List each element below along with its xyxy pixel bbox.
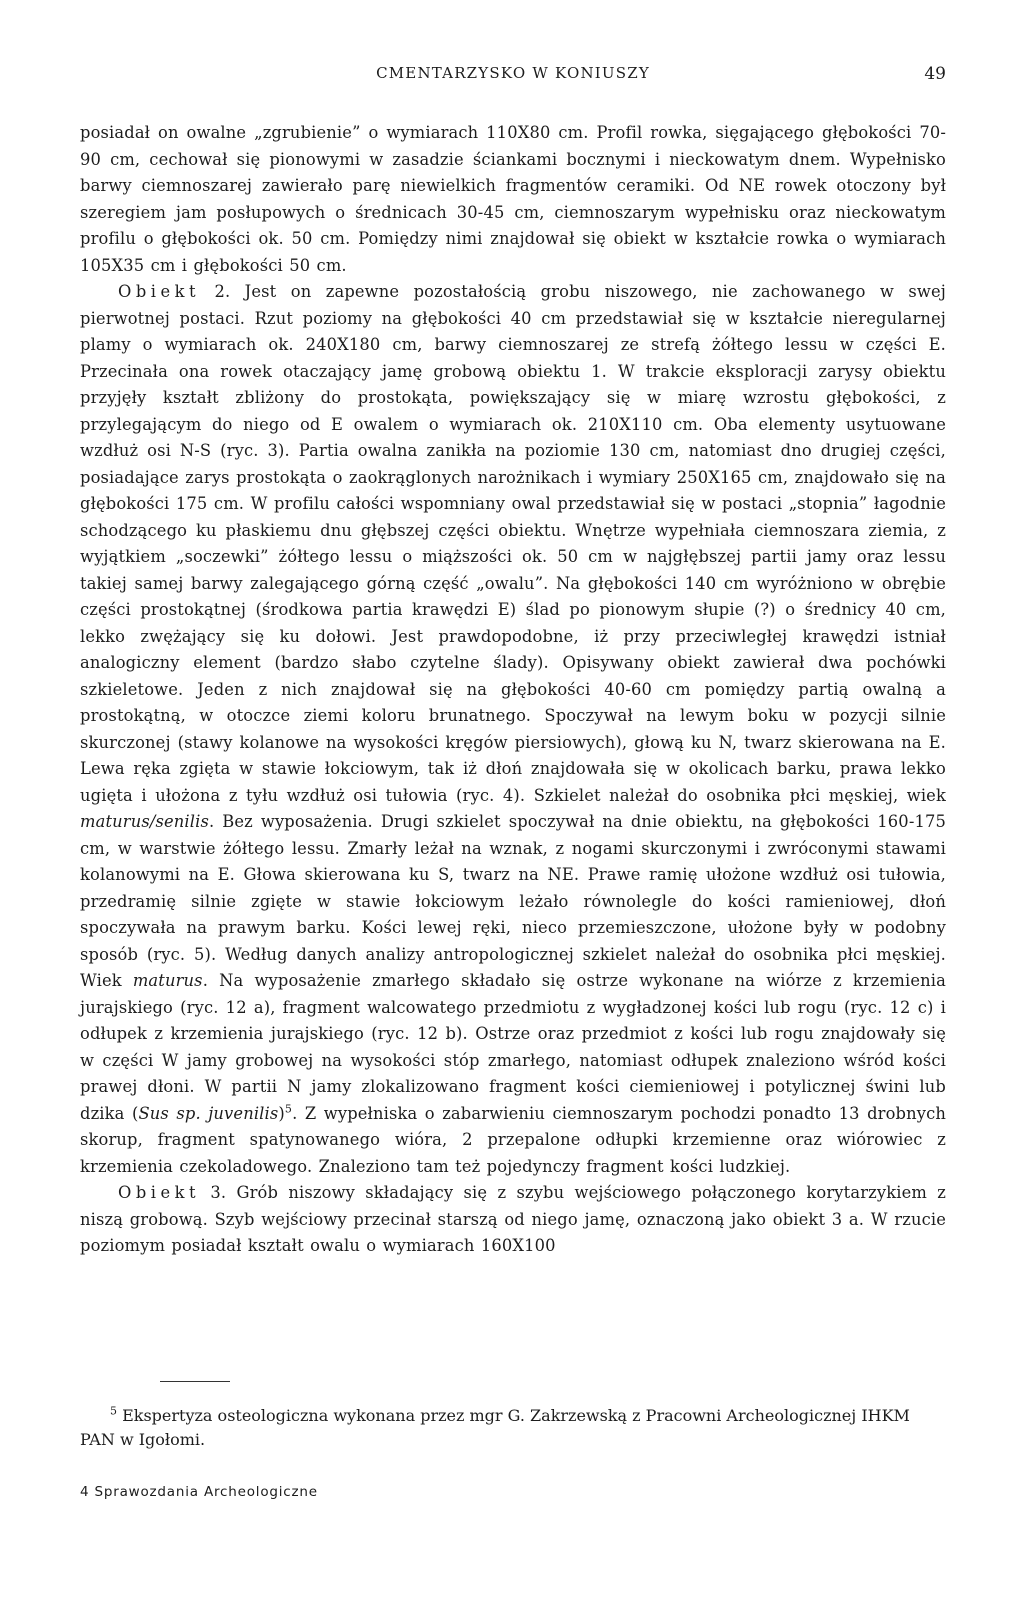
paragraph-text: ) [278,1103,285,1123]
paragraph-text: 3. Grób niszowy składający się z szybu wejściowego połączonego korytarzykiem z niszą grobową. Szyb wejściowy przecinał starszą od niego jamę, oznaczoną jako obiekt 3 a. W rzucie poziomym posiadał kształt owalu o wymiarach 160X100 [80,1183,946,1255]
paragraph-text: 2. Jest on zapewne pozostałością grobu niszowego, nie zachowanego w swej pierwotnej postaci. Rzut poziomy na głębokości 40 cm przedstawiał się w kształcie nieregularnej plamy o wymiarach ok. 240X180 cm, barwy ciemnoszarej ze strefą żółtego lessu w części E. Przecinała ona rowek otaczający jamę grobową obiektu 1. W trakcie eksploracji zarysy obiektu przyjęły kształt zbliżony do prostokąta, powiększający się w miarę wzrostu głębokości, z przylegającym do niego od E owalem o wymiarach ok. 210X110 cm. Oba elementy usytuowane wzdłuż osi N-S (ryc. 3). Partia owalna zanikła na poziomie 130 cm, natomiast dno drugiej części, posiadające zarys prostokąta o zaokrąglonych narożnikach i wymiary 250X165 cm, znajdowało się na głębokości 175 cm. W profilu całości wspomniany owal przedstawiał się w postaci „stopnia” łagodnie schodzącego ku płaskiemu dnu głębszej części obiektu. Wnętrze wypełniała ciemnoszara ziemia, z wyjątkiem „soczewki” żółtego lessu o miąższości ok. 50 cm w najgłębszej partii jamy oraz lessu takiej samej barwy zalegającego górną część „owalu”. Na głębokości 140 cm wyróżniono w obrębie części prostokątnej (środkowa partia krawędzi E) ślad po pionowym słupie (?) o średnicy 40 cm, lekko zwężający się ku dołowi. Jest prawdopodobne, iż przy przeciwległej krawędzi istniał analogiczny element (bardzo słabo czytelne ślady). Opisywany obiekt zawierał dwa pochówki szkieletowe. Jeden z nich znajdował się na głębokości 40-60 cm pomiędzy partią owalną a prostokątną, w otoczce ziemi koloru brunatnego. Spoczywał na lewym boku w pozycji silnie skurczonej (stawy kolanowe na wysokości kręgów piersiowych), głową ku N, twarz skierowana na E. Lewa ręka zgięta w stawie łokciowym, tak iż dłoń znajdowała się w okolicach barku, prawa lekko ugięta i ułożona z tyłu wzdłuż osi tułowia (ryc. 4). Szkielet należał do osobnika płci męskiej, wiek [80,282,946,805]
italic-term: maturus/senilis [80,812,209,831]
footnote-divider [160,1381,230,1382]
paragraph-1: posiadał on owalne „zgrubienie” o wymiarach 110X80 cm. Profil rowka, sięgającego głębokości 70-90 cm, cechował się pionowymi w zasadzie ściankami bocznymi i nieckowatym dnem. Wypełnisko barwy ciemnoszarej zawierało parę niewielkich fragmentów ceramiki. Od NE rowek otoczony był szeregiem jam posłupowych o średnicach 30-45 cm, ciemnoszarym wypełnisku oraz nieckowatym profilu o głębokości ok. 50 cm. Pomiędzy nimi znajdował się obiekt w kształcie rowka o wymiarach 105X35 cm i głębokości 50 cm. [80,123,946,275]
footnote-text: Ekspertyza osteologiczna wykonana przez mgr G. Zakrzewską z Pracowni Archeologicznej IHKM PAN w Igołomi. [80,1406,910,1449]
paragraph-text: . Na wyposażenie zmarłego składało się ostrze wykonane na wiórze z krzemienia jurajskiego (ryc. 12 a), fragment walcowatego przedmiotu z wygładzonej kości lub rogu (ryc. 12 c) i odłupek z krzemienia jurajskiego (ryc. 12 b). Ostrze oraz przedmiot z kości lub rogu znajdowały się w części W jamy grobowej na wysokości stóp zmarłego, natomiast odłupek znaleziono wśród kości prawej dłoni. W partii N jamy zlokalizowano fragment kości ciemieniowej i potylicznej świni lub dzika ( [80,971,946,1123]
paragraph-obiekt-2 [80,279,946,1180]
page-number: 49 [924,64,946,84]
paragraph-text: . Z wypełniska o zabarwieniu ciemnoszarym pochodzi ponadto 13 drobnych skorup, fragment spatynowanego wióra, 2 przepalone odłupki krzemienne oraz wiórowiec z krzemienia czekoladowego. Znaleziono tam też pojedynczy fragment kości ludzkiej. [80,1103,946,1176]
paragraph-text: . Bez wyposażenia. Drugi szkielet spoczywał na dnie obiektu, na głębokości 160-175 cm, w warstwie żółtego lessu. Zmarły leżał na wznak, z nogami skurczonymi i zwróconymi stawami kolanowymi na E. Głowa skierowana ku S, twarz na NE. Prawe ramię ułożone wzdłuż osi tułowia, przedramię silnie zgięte w stawie łokciowym leżało równolegle do kości ramieniowej, dłoń spoczywała na prawym barku. Kości lewej ręki, nieco przemieszczone, ułożone były w podobny sposób (ryc. 5). Według danych analizy antropologicznej szkielet należał do osobnika płci męskiej. Wiek [80,812,946,990]
page-header [80,64,946,92]
body-text [80,120,946,1260]
running-title: CMENTARZYSKO W KONIUSZY [376,64,650,82]
paragraph-obiekt-3 [80,1180,946,1260]
footnote-number: 5 [110,1404,117,1418]
printer-signature: 4 Sprawozdania Archeologiczne [80,1484,318,1500]
section-label-obiekt-3: Obiekt [118,1183,201,1202]
italic-term: maturus [132,971,203,990]
footnote-reference[interactable]: 5 [284,1102,293,1116]
italic-term: Sus sp. juvenilis [138,1103,279,1123]
section-label-obiekt-2: Obiekt [118,282,201,301]
footnote [80,1404,946,1452]
